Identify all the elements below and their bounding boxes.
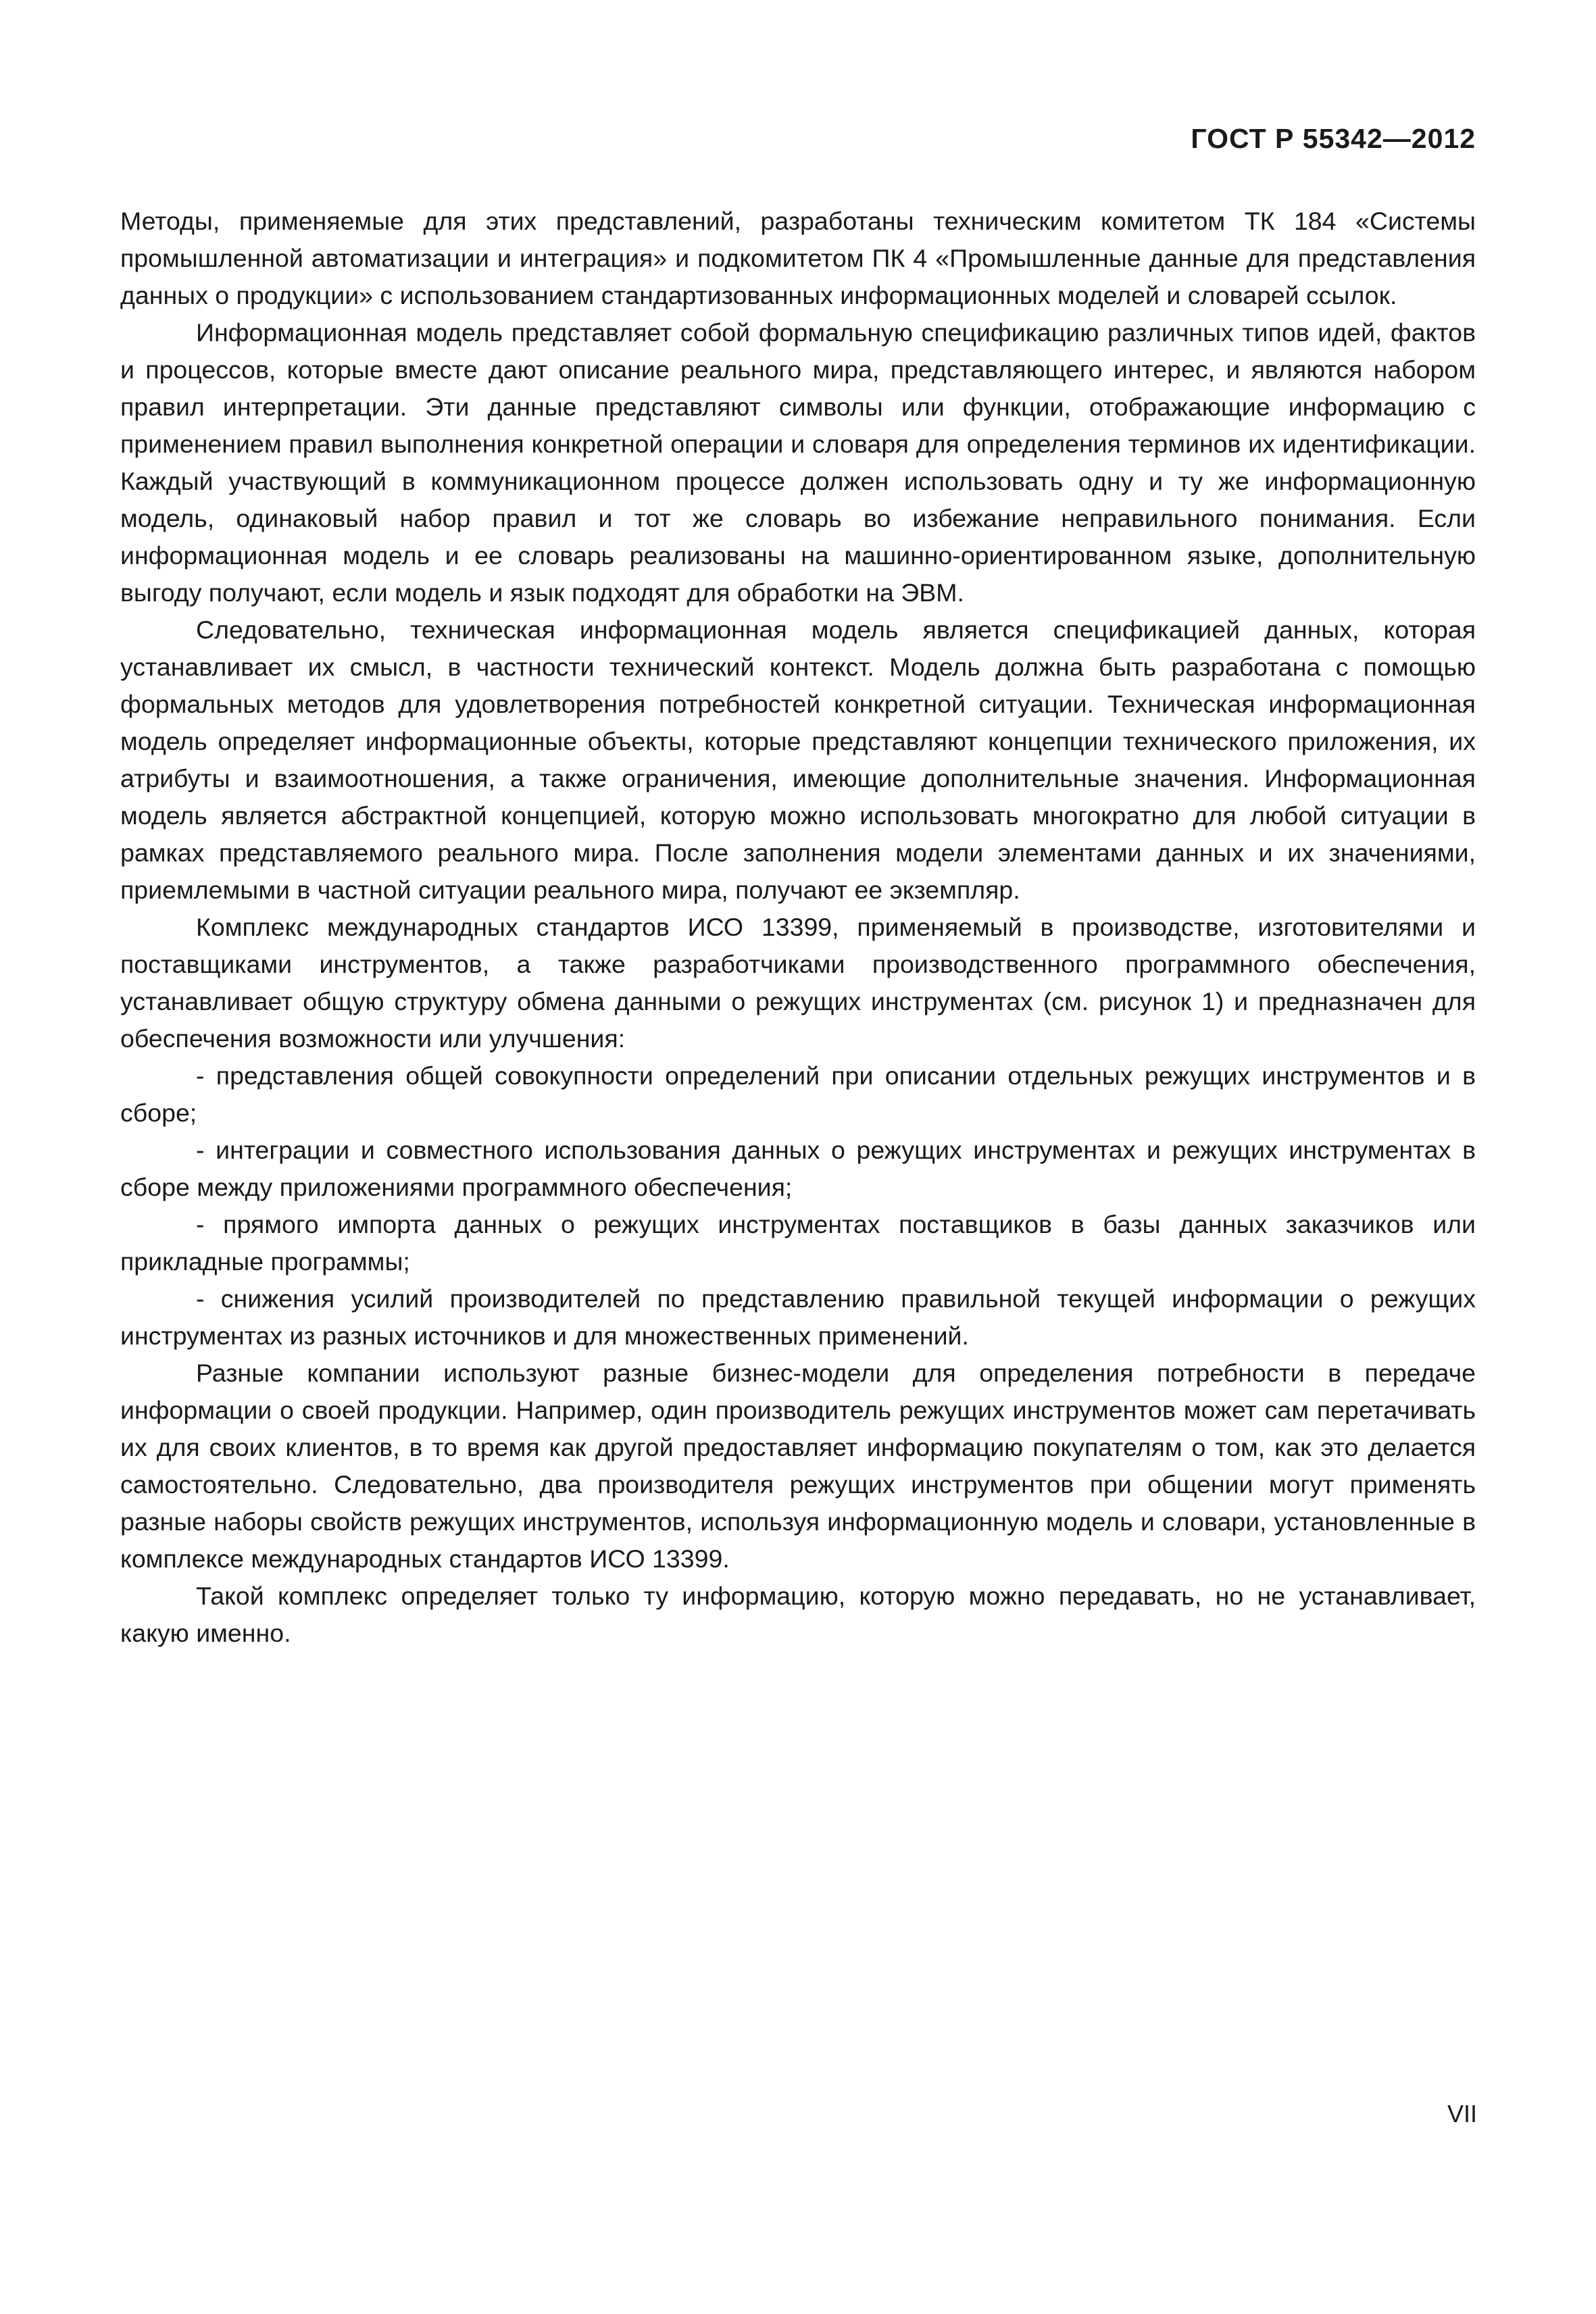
paragraph: Следовательно, техническая информационная модель является спецификацией данных, которая устанавливает их смысл, в частности технический контекст. Модель должна быть разработана с помощью формальных методов для удовлетворения потребностей конкретной ситуации. Техническая информационная модель определяет информационные объекты, которые представляют концепции технического приложения, их атрибуты и взаимоотношения, а также ограничения, имеющие дополнительные значения. Информационная модель является абстрактной концепцией, которую можно использовать многократно для любой ситуации в рамках представляемого реального мира. После заполнения модели элементами данных и их значениями, приемлемыми в частной ситуации реального мира, получают ее экземпляр. [120,615,1476,904]
paragraph: Информационная модель представляет собой формальную спецификацию различных типов идей, фактов и процессов, которые вместе дают описание реального мира, представляющего интерес, и являются набором правил интерпретации. Эти данные представляют символы или функции, отображающие информацию с применением правил выполнения конкретной операции и словаря для определения терминов их идентификации. Каждый участвующий в коммуникационном процессе должен использовать одну и ту же информационную модель, одинаковый набор правил и тот же словарь во избежание неправильного понимания. Если информационная модель и ее словарь реализованы на машинно-ориентированном языке, дополнительную выгоду получают, если модель и язык подходят для обработки на ЭВМ. [120,318,1476,607]
paragraph: Такой комплекс определяет только ту информацию, которую можно передавать, но не устанавливает, какую именно. [120,1582,1476,1647]
page-number: VII [1447,2100,1477,2128]
list-item: - прямого импорта данных о режущих инструментах поставщиков в базы данных заказчиков или прикладные программы; [120,1210,1476,1276]
list-item: - снижения усилий производителей по представлению правильной текущей информации о режущих инструментах из разных источников и для множественных применений. [120,1284,1476,1350]
paragraph: Комплекс международных стандартов ИСО 13399, применяемый в производстве, изготовителями и поставщиками инструментов, а также разработчиками производственного программного обеспечения, устанавливает общую структуру обмена данными о режущих инструментах (см. рисунок 1) и предназначен для обеспечения возможности или улучшения: [120,913,1476,1053]
paragraph: Методы, применяемые для этих представлений, разработаны техническим комитетом ТК 184 «Системы промышленной автоматизации и интеграция» и подкомитетом ПК 4 «Промышленные данные для представления данных о продукции» с использованием стандартизованных информационных моделей и словарей ссылок. [120,207,1476,309]
body-text [120,203,1476,1652]
paragraph: Разные компании используют разные бизнес-модели для определения потребности в передаче информации о своей продукции. Например, один производитель режущих инструментов может сам перетачивать их для своих клиентов, в то время как другой предоставляет информацию покупателям о том, как это делается самостоятельно. Следовательно, два производителя режущих инструментов при общении могут применять разные наборы свойств режущих инструментов, используя информационную модель и словари, установленные в комплексе международных стандартов ИСО 13399. [120,1359,1476,1573]
document-code-header: ГОСТ Р 55342—2012 [1191,123,1476,154]
list-item: - интеграции и совместного использования данных о режущих инструментах и режущих инструментах в сборе между приложениями программного обеспечения; [120,1136,1476,1201]
list-item: - представления общей совокупности определений при описании отдельных режущих инструментов и в сборе; [120,1061,1476,1127]
